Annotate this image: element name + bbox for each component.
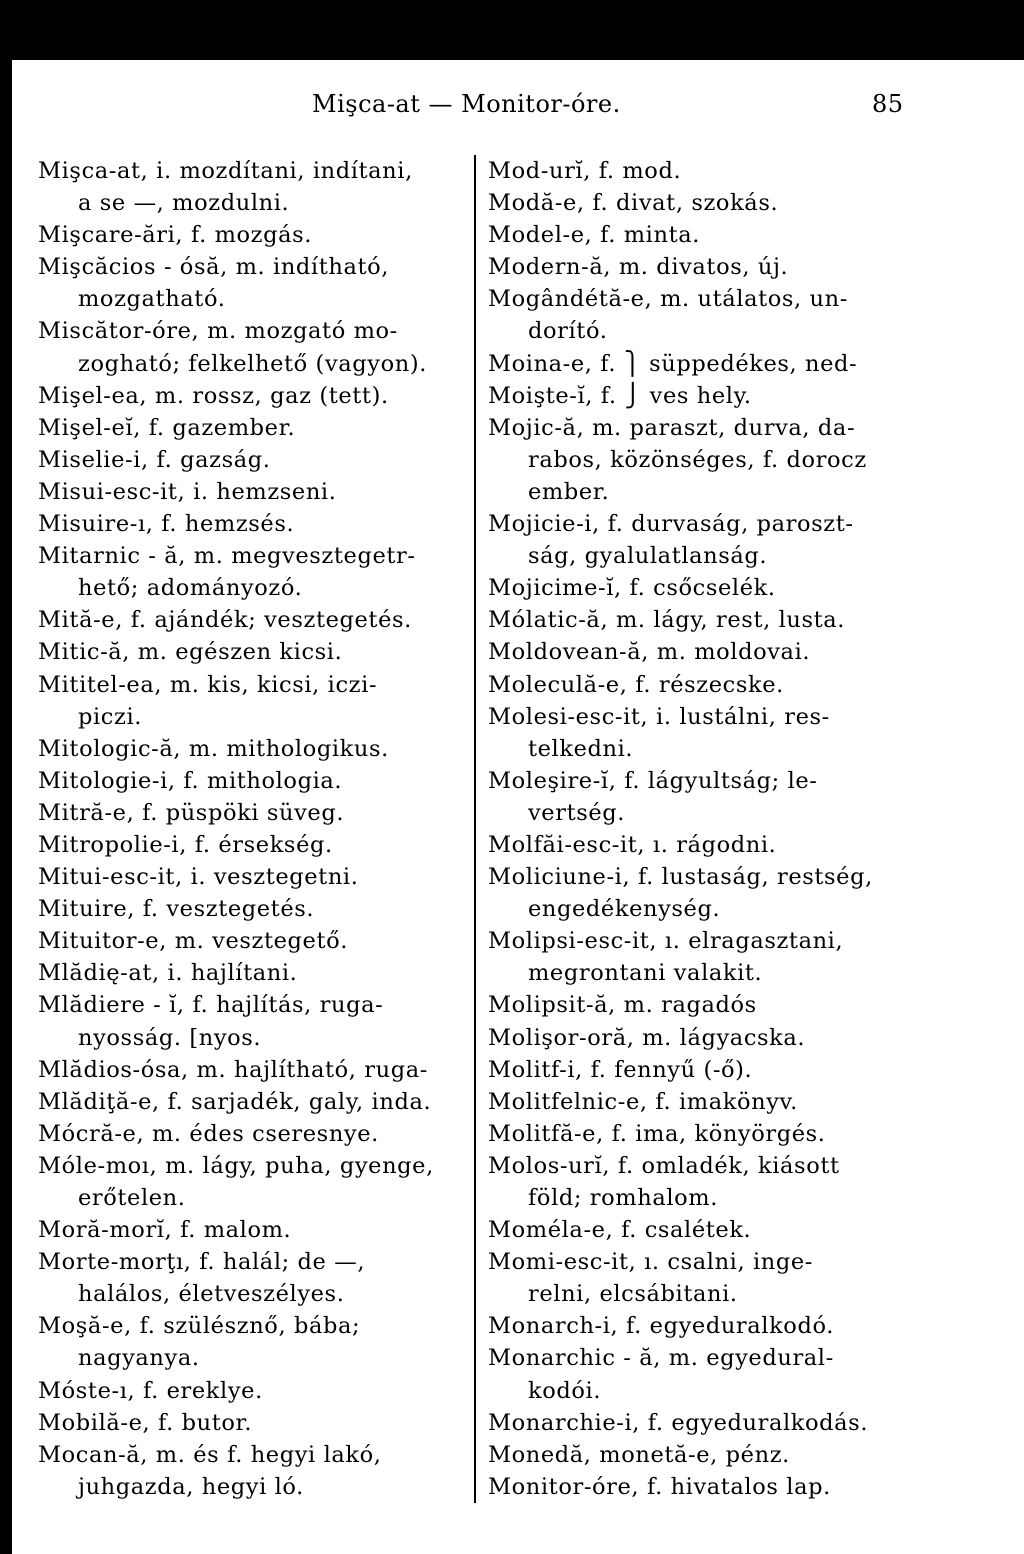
dictionary-entry-line: Mojicime-ĭ, f. csőcselék. — [488, 575, 776, 602]
dictionary-entry-line: nagyanya. — [78, 1345, 200, 1372]
dictionary-entry-line: Mititel-ea, m. kis, kicsi, iczi- — [38, 671, 378, 698]
dictionary-page — [12, 60, 1024, 1554]
dictionary-entry-line: Molişor-oră, m. lágyacska. — [488, 1024, 806, 1051]
dictionary-entry-line: kodói. — [528, 1377, 602, 1404]
dictionary-entry-line: erőtelen. — [78, 1185, 186, 1211]
dictionary-entry-line: Molitf-i, f. fennyű (-ő). — [488, 1056, 753, 1083]
dictionary-entry-line: engedékenység. — [528, 896, 721, 923]
dictionary-entry-line: Mitologie-i, f. mithologia. — [38, 767, 343, 794]
dictionary-entry-line: Mojic-ă, m. paraszt, durva, da- — [488, 414, 856, 441]
dictionary-entry-line: Mişcăcios - ósă, m. indítható, — [38, 254, 390, 281]
dictionary-entry-line: Modern-ă, m. divatos, új. — [488, 254, 789, 281]
dictionary-entry-line: Moşă-e, f. szülésznő, bába; — [38, 1313, 361, 1340]
dictionary-entry-line: nyosság. [nyos. — [78, 1024, 262, 1051]
dictionary-entry-line: ember. — [528, 478, 610, 505]
dictionary-entry-line: ság, gyalulatlanság. — [528, 543, 768, 570]
dictionary-entry-line: Mitră-e, f. püspöki süveg. — [38, 799, 345, 826]
dictionary-entry-line: rabos, közönséges, f. dorocz — [528, 446, 867, 473]
page-header — [12, 90, 1024, 130]
dictionary-entry-line: halálos, életveszélyes. — [78, 1281, 345, 1308]
dictionary-entry-line: Moméla-e, f. csalétek. — [488, 1217, 752, 1244]
dictionary-entry-line: Mojicie-i, f. durvaság, paroszt- — [488, 511, 854, 538]
dictionary-entry-line: juhgazda, hegyi ló. — [78, 1473, 304, 1500]
dictionary-entry-line: Mitropolie-i, f. érsekség. — [38, 831, 333, 858]
dictionary-entry-line: Monedă, monetă-e, pénz. — [488, 1441, 790, 1468]
dictionary-entry-line: Móle-moı, m. lágy, puha, gyenge, — [38, 1152, 434, 1179]
dictionary-entry-line: Moişte-ĭ, f. ⎭ ves hely. — [488, 382, 752, 409]
dictionary-entry-line: Mită-e, f. ajándék; vesztegetés. — [38, 607, 412, 634]
dictionary-entry-line: Moina-e, f. ⎫ süppedékes, ned- — [488, 350, 858, 377]
dictionary-entry-line: Moleculă-e, f. részecske. — [488, 671, 784, 698]
dictionary-entry-line: Mlădiţă-e, f. sarjadék, galy, inda. — [38, 1088, 432, 1115]
dictionary-entry-line: Mituitor-e, m. vesztegető. — [38, 928, 349, 955]
dictionary-entry-line: Mitarnic - ă, m. megvesztegetr- — [38, 543, 416, 570]
dictionary-entry-line: Mócră-e, m. édes cseresnye. — [38, 1120, 379, 1147]
dictionary-entry-line: mozgatható. — [78, 286, 226, 313]
dictionary-entry-line: Morte-morţı, f. halál; de —, — [38, 1249, 366, 1276]
dictionary-entry-line: föld; romhalom. — [528, 1185, 718, 1211]
dictionary-entry-line: vertség. — [528, 799, 626, 826]
dictionary-entry-line: Monarchic - ă, m. egyedural- — [488, 1345, 834, 1372]
dictionary-entry-line: Monarch-i, f. egyeduralkodó. — [488, 1313, 834, 1340]
dictionary-entry-line: Mitui-esc-it, i. vesztegetni. — [38, 864, 359, 891]
dictionary-entry-line: telkedni. — [528, 735, 634, 762]
dictionary-entry-line: zogható; felkelhető (vagyon). — [78, 350, 427, 377]
dictionary-entry-line: Mişel-ea, m. rossz, gaz (tett). — [38, 382, 389, 409]
dictionary-entry-line: piczi. — [78, 703, 143, 730]
dictionary-entry-line: Mólatic-ă, m. lágy, rest, lusta. — [488, 607, 846, 634]
dictionary-entry-line: Monitor-óre, f. hivatalos lap. — [488, 1473, 831, 1500]
dictionary-entry-line: Mitic-ă, m. egészen kicsi. — [38, 639, 343, 666]
dictionary-entry-line: Molipsit-ă, m. ragadós — [488, 992, 757, 1019]
dictionary-entry-line: Mituire, f. vesztegetés. — [38, 896, 315, 923]
dictionary-entry-line: Molfăi-esc-it, ı. rágodni. — [488, 831, 777, 858]
dictionary-entry-line: Miscător-óre, m. mozgató mo- — [38, 318, 398, 345]
dictionary-entry-line: Moleşire-ĭ, f. lágyultság; le- — [488, 767, 818, 794]
dictionary-entry-line: Model-e, f. minta. — [488, 222, 700, 249]
dictionary-entry-line: Mod-urĭ, f. mod. — [488, 158, 682, 184]
dictionary-entry-line: Mlădię-at, i. hajlítani. — [38, 960, 298, 987]
left-column — [38, 155, 458, 1503]
dictionary-entry-line: Molipsi-esc-it, ı. elragasztani, — [488, 928, 844, 955]
dictionary-entry-line: Misuire-ı, f. hemzsés. — [38, 511, 295, 538]
dictionary-entry-line: Mocan-ă, m. és f. hegyi lakó, — [38, 1441, 382, 1468]
running-title: Mişca-at — Monitor-óre. — [312, 90, 621, 118]
dictionary-entry-line: Moră-morĭ, f. malom. — [38, 1217, 292, 1244]
dictionary-entry-line: Mişcare-ări, f. mozgás. — [38, 222, 313, 249]
dictionary-entry-line: Molesi-esc-it, i. lustálni, res- — [488, 703, 830, 730]
dictionary-entry-line: Moliciune-i, f. lustaság, restség, — [488, 864, 873, 891]
dictionary-entry-line: Mobilă-e, f. butor. — [38, 1409, 253, 1436]
dictionary-entry-line: Misui-esc-it, i. hemzseni. — [38, 478, 337, 505]
right-column — [474, 155, 908, 1503]
dictionary-entry-line: hető; adományozó. — [78, 575, 303, 602]
dictionary-entry-line: Miselie-i, f. gazság. — [38, 446, 271, 473]
dictionary-entry-line: Molitfă-e, f. ima, könyörgés. — [488, 1120, 826, 1147]
dictionary-entry-line: a se —, mozdulni. — [78, 190, 290, 217]
dictionary-entry-line: relni, elcsábitani. — [528, 1281, 738, 1308]
dictionary-entry-line: Moldovean-ă, m. moldovai. — [488, 639, 811, 666]
dictionary-entry-line: Molos-urĭ, f. omladék, kiásott — [488, 1152, 840, 1179]
dictionary-entry-line: Mitologic-ă, m. mithologikus. — [38, 735, 389, 762]
dictionary-entry-line: Mogândétă-e, m. utálatos, un- — [488, 286, 848, 313]
dictionary-entry-line: dorító. — [528, 318, 608, 345]
dictionary-entry-line: Mişca-at, i. mozdítani, indítani, — [38, 158, 413, 184]
dictionary-entry-line: megrontani valakit. — [528, 960, 763, 987]
page-number: 85 — [872, 90, 904, 118]
dictionary-entry-line: Mişel-eĭ, f. gazember. — [38, 414, 296, 441]
dictionary-entry-line: Mlădiere - ĭ, f. hajlítás, ruga- — [38, 992, 384, 1019]
dictionary-entry-line: Mlădios-ósa, m. hajlítható, ruga- — [38, 1056, 428, 1083]
dictionary-entry-line: Momi-esc-it, ı. csalni, inge- — [488, 1249, 813, 1276]
dictionary-entry-line: Molitfelnic-e, f. imakönyv. — [488, 1088, 798, 1115]
dictionary-entry-line: Modă-e, f. divat, szokás. — [488, 190, 779, 217]
dictionary-entry-line: Monarchie-i, f. egyeduralkodás. — [488, 1409, 869, 1436]
dictionary-entry-line: Móste-ı, f. ereklye. — [38, 1377, 263, 1404]
